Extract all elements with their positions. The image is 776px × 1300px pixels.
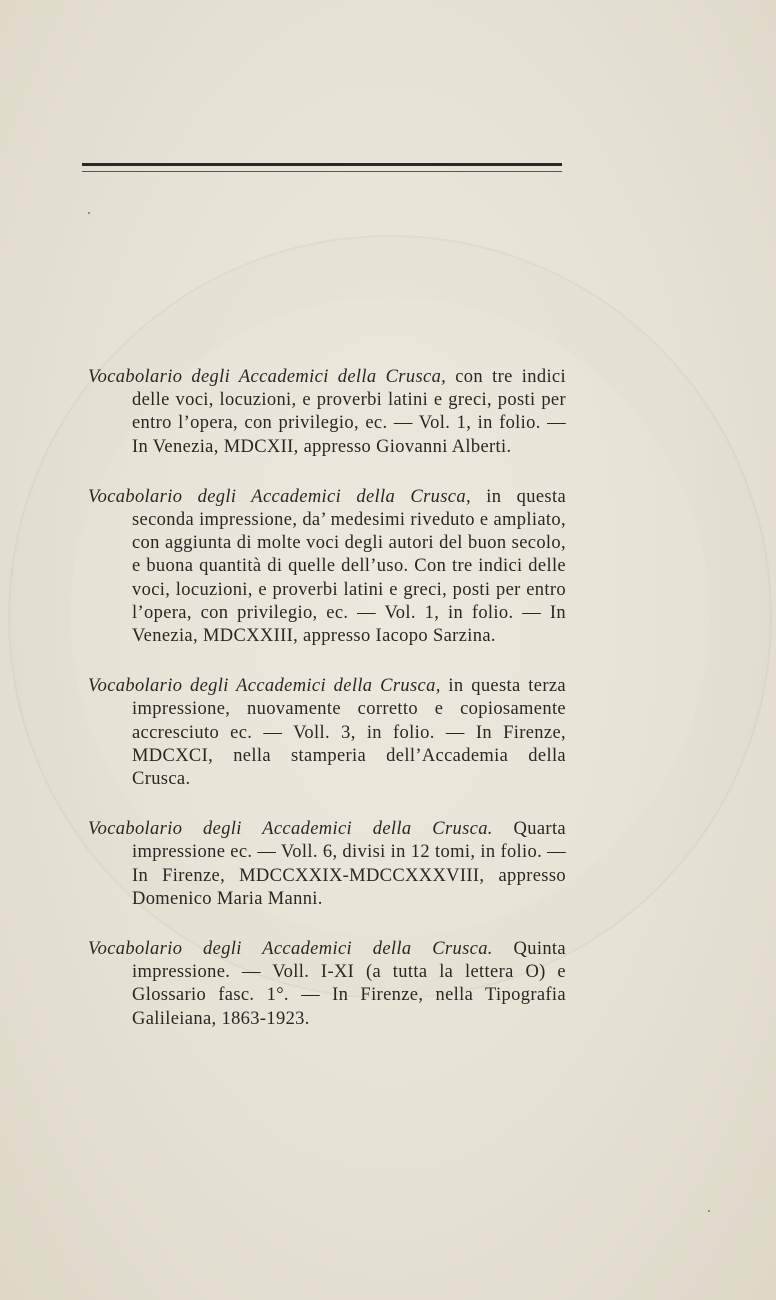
entry-title: Vocabolario degli Accademici della Crusca.	[88, 819, 493, 840]
bibliography-entry-4	[88, 818, 566, 911]
entry-text: Quarta impressione ec. — Voll. 6, divisi in 12 tomi, in folio. — In Firenze, MDCCXXIX-MDCCXXXVIII, appresso Domenico Maria Manni.	[132, 819, 566, 909]
entry-text: Quinta impressione. — Voll. I-XI (a tutta la lettera O) e Glossario fasc. 1°. — In Firenze, nella Tipografia Galileiana, 1863-1923.	[132, 939, 566, 1029]
entry-title: Vocabolario degli Accademici della Crusca.	[88, 939, 493, 960]
bibliography-list	[88, 366, 566, 1058]
bibliography-entry-2	[88, 486, 566, 648]
entry-title: Vocabolario degli Accademici della Crusca,	[88, 486, 471, 507]
bibliography-entry-3	[88, 675, 566, 791]
paper-speck	[88, 212, 90, 214]
entry-title: Vocabolario degli Accademici della Crusca,	[88, 367, 447, 387]
header-rule-thick	[82, 163, 562, 166]
entry-title: Vocabolario degli Accademici della Crusca,	[88, 676, 441, 697]
header-rule-thin	[82, 171, 562, 172]
bibliography-entry-5	[88, 938, 566, 1031]
paper-speck	[708, 1210, 710, 1212]
entry-text: in questa terza impressione, nuovamente corretto e copiosamente accresciuto ec. — Voll. 3, in folio. — In Firenze, MDCXCI, nella stamperia dell’Accademia della Crusca.	[132, 676, 566, 790]
bibliography-entry-1	[88, 366, 566, 459]
entry-text: in questa seconda impressione, da’ medesimi riveduto e ampliato, con aggiunta di molte voci degli autori del buon secolo, e buona quantità di quelle dell’uso. Con tre indici delle voci, locuzioni, e proverbi latini e greci, posti per entro l’opera, con privilegio, ec. — Vol. 1, in folio. — In Venezia, MDCXXIII, appresso Iacopo Sarzina.	[132, 486, 567, 647]
entry-text: con tre indici delle voci, locuzioni, e proverbi latini e greci, posti per entro l’opera, con privilegio, ec. — Vol. 1, in folio. — In Venezia, MDCXII, appresso Giovanni Alberti.	[132, 367, 566, 457]
